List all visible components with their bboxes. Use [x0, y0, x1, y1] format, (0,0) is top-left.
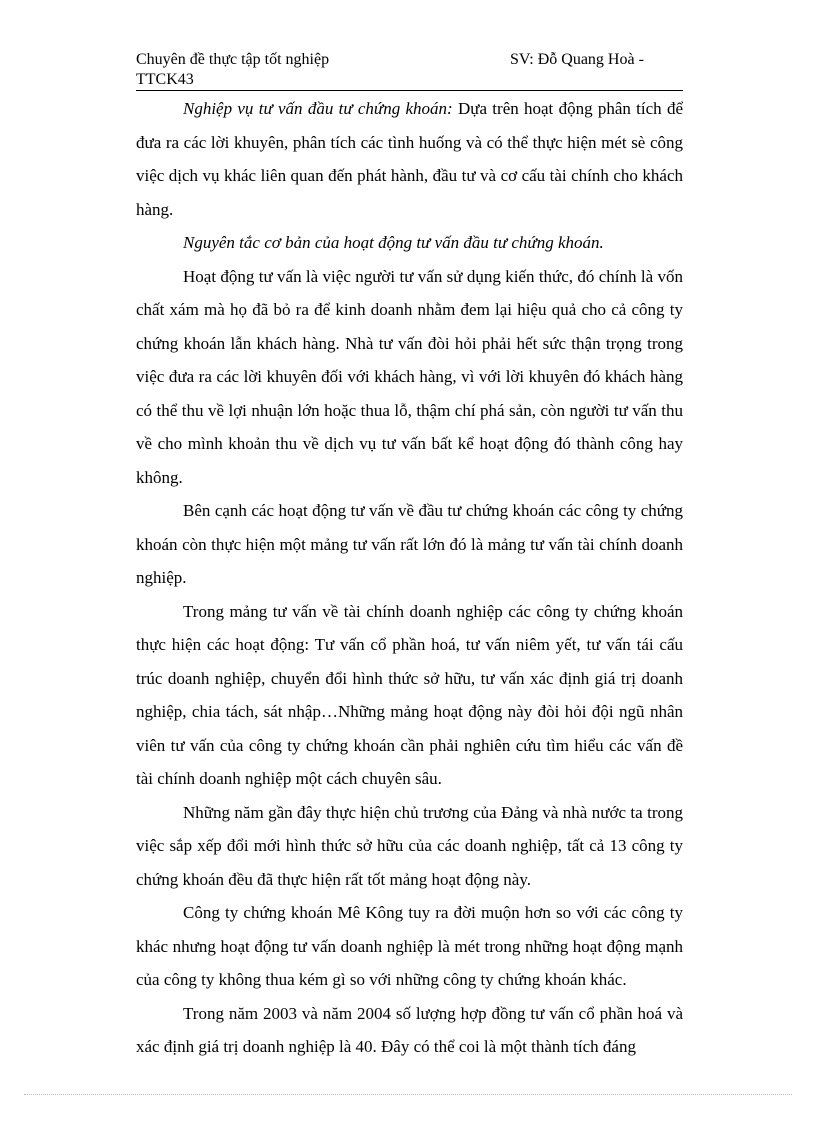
paragraph: Công ty chứng khoán Mê Kông tuy ra đời muộn hơn so với các công ty khác nhưng hoạt động tư vấn doanh nghiệp là mét trong những hoạt động mạnh của công ty không thua kém gì so với những công ty chứng khoán khác.	[136, 903, 683, 989]
paragraph: Những năm gần đây thực hiện chủ trương của Đảng và nhà nước ta trong việc sắp xếp đổi mới hình thức sở hữu của các doanh nghiệp, tất cả 13 công ty chứng khoán đều đã thực hiện rất tốt mảng hoạt động này.	[136, 802, 683, 889]
paragraph-text: Dựa trên hoạt động phân tích để đưa ra các lời khuyên, phân tích các tình huống và có thể thực hiện mét sè công việc dịch vụ khác liên quan đến phát hành, đầu tư và cơ cấu tài chính cho khách hàng.	[136, 99, 683, 219]
header-title: Chuyên đề thực tập tốt nghiệp	[136, 51, 330, 68]
page-bottom-divider	[24, 1094, 792, 1095]
header-class: TTCK43	[136, 71, 194, 88]
page-header	[136, 50, 683, 90]
header-left	[136, 50, 436, 90]
paragraph: Trong mảng tư vấn về tài chính doanh nghiệp các công ty chứng khoán thực hiện các hoạt động: Tư vấn cổ phần hoá, tư vấn niêm yết, tư vấn tái cấu trúc doanh nghiệp, chuyển đổi hình thức sở hữu, tư vấn xác định giá trị doanh nghiệp, chia tách, sát nhập…Những mảng hoạt động này đòi hỏi đội ngũ nhân viên tư vấn của công ty chứng khoán cần phải nghiên cứu tìm hiểu các vấn đề tài chính doanh nghiệp một cách chuyên sâu.	[136, 601, 683, 788]
italic-heading-text: Nguyên tắc cơ bản của hoạt động tư vấn đầu tư chứng khoán.	[183, 233, 604, 252]
document-body	[136, 92, 683, 1064]
header-divider	[136, 90, 683, 91]
italic-heading	[136, 226, 683, 260]
paragraph: Hoạt động tư vấn là việc người tư vấn sử dụng kiến thức, đó chính là vốn chất xám mà họ đã bỏ ra để kinh doanh nhằm đem lại hiệu quả cho cả công ty chứng khoán lẫn khách hàng. Nhà tư vấn đòi hỏi phải hết sức thận trọng trong việc đưa ra các lời khuyên đối với khách hàng, vì với lời khuyên đó khách hàng có thể thu về lợi nhuận lớn hoặc thua lỗ, thậm chí phá sản, còn người tư vấn thu về cho mình khoản thu về dịch vụ tư vấn bất kể hoạt động đó thành công hay không.	[136, 266, 683, 487]
paragraph: Trong năm 2003 và năm 2004 số lượng hợp đồng tư vấn cổ phần hoá và xác định giá trị doanh nghiệp là 40. Đây có thể coi là một thành tích đáng	[136, 1003, 683, 1056]
header-author: SV: Đỗ Quang Hoà -	[510, 51, 644, 68]
paragraph: Bên cạnh các hoạt động tư vấn về đầu tư chứng khoán các công ty chứng khoán còn thực hiện một mảng tư vấn rất lớn đó là mảng tư vấn tài chính doanh nghiệp.	[136, 501, 683, 587]
paragraph	[136, 92, 683, 226]
italic-heading: Nghiệp vụ tư vấn đầu tư chứng khoán:	[183, 99, 453, 118]
